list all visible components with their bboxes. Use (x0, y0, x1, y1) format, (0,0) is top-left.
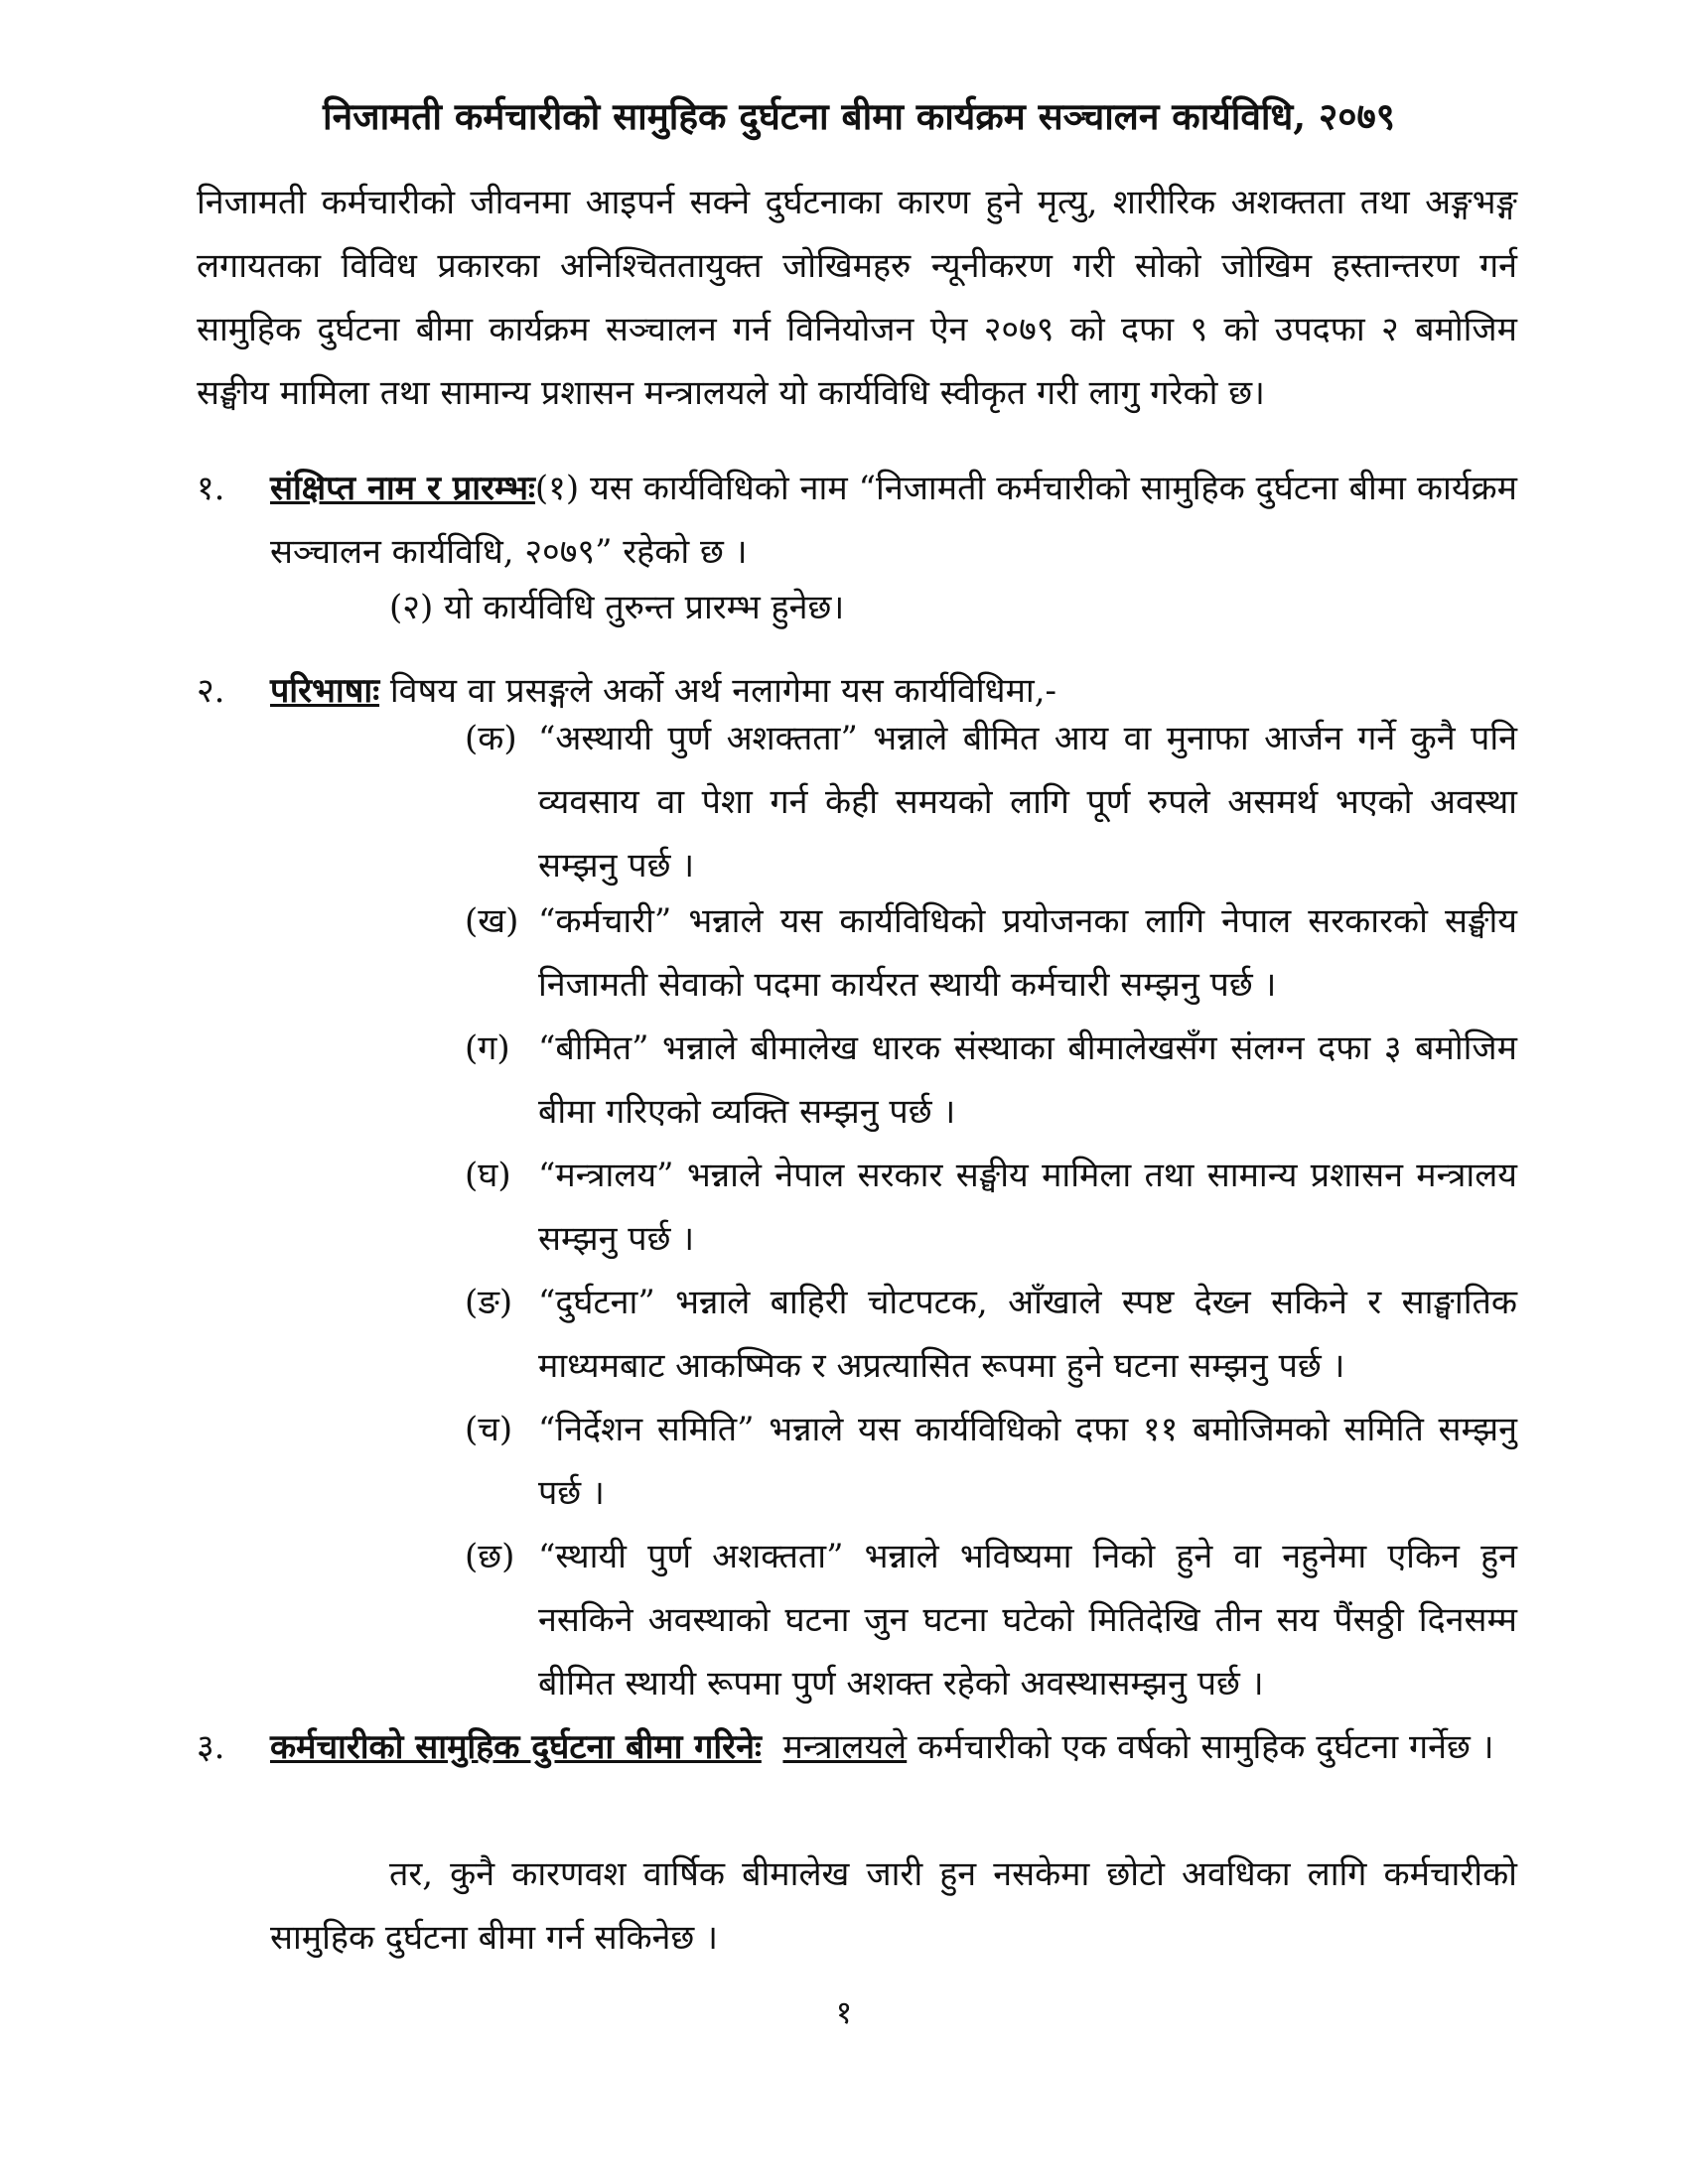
definition-label-gha: (घ) (465, 1156, 511, 1195)
section-1-heading: संक्षिप्त नाम र प्रारम्भः (270, 469, 535, 508)
definition-label-cha: (च) (465, 1410, 513, 1449)
section-3-paragraph (270, 1715, 1517, 1779)
page-number: १ (835, 1993, 853, 2031)
section-3-lead: मन्त्रालयले (782, 1727, 908, 1767)
section-3-proviso: तर, कुनै कारणवश वार्षिक बीमालेख जारी हुन नसकेमा छोटो अवधिका लागि कर्मचारीको सामुहिक दुर्घटना बीमा गर्न सकिनेछ । (270, 1854, 1517, 1958)
section-1-subclause: (२) यो कार्यविधि तुरुन्त प्रारम्भ हुनेछ। (389, 588, 845, 627)
section-2-heading: परिभाषाः (270, 671, 380, 711)
section-2-text: विषय वा प्रसङ्गले अर्को अर्थ नलागेमा यस कार्यविधिमा,- (379, 671, 1057, 711)
section-1-paragraph (270, 457, 1517, 584)
definition-label-kha: (ख) (465, 901, 519, 941)
definition-text-ka: “अस्थायी पुर्ण अशक्तता” भन्नाले बीमित आय वा मुनाफा आर्जन गर्ने कुनै पनि व्यवसाय वा पेशा गर्न केही समयको लागि पूर्ण रुपले असमर्थ भएको अवस्था सम्झनु पर्छ । (538, 719, 1517, 886)
document-title: निजामती कर्मचारीको सामुहिक दुर्घटना बीमा कार्यक्रम सञ्चालन कार्यविधि, २०७९ (323, 94, 1395, 138)
definition-text-cha: “निर्देशन समिति” भन्नाले यस कार्यविधिको दफा ११ बमोजिमको समिति सम्झनु पर्छ । (538, 1410, 1517, 1513)
definition-text-chha: “स्थायी पुर्ण अशक्तता” भन्नाले भविष्यमा निको हुने वा नहुनेमा एकिन हुन नसकिने अवस्थाको घटना जुन घटना घटेको मितिदेखि तीन सय पैंसठ्ठी दिनसम्म बीमित स्थायी रूपमा पुर्ण अशक्त रहेको अवस्थासम्झनु पर्छ । (538, 1537, 1517, 1704)
definition-label-ga: (ग) (465, 1028, 510, 1068)
section-3-proviso-paragraph (270, 1843, 1517, 1970)
intro-paragraph: निजामती कर्मचारीको जीवनमा आइपर्न सक्ने दुर्घटनाका कारण हुने मृत्यु, शारीरिक अशक्तता तथा अङ्गभङ्ग लगायतका विविध प्रकारका अनिश्चिततायुक्त जोखिमहरु न्यूनीकरण गरी सोको जोखिम हस्तान्तरण गर्न सामुहिक दुर्घटना बीमा कार्यक्रम सञ्चालन गर्न विनियोजन ऐन २०७९ को दफा ९ को उपदफा २ बमोजिम सङ्घीय मामिला तथा सामान्य प्रशासन मन्त्रालयले यो कार्यविधि स्वीकृत गरी लागु गरेको छ। (197, 183, 1517, 413)
definition-text-nga: “दुर्घटना” भन्नाले बाहिरी चोटपटक, आँखाले स्पष्ट देख्न सकिने र साङ्घातिक माध्यमबाट आकष्मिक र अप्रत्यासित रूपमा हुने घटना सम्झनु पर्छ । (538, 1283, 1517, 1386)
definition-label-ka: (क) (465, 719, 517, 758)
section-3-number: ३. (197, 1727, 225, 1767)
definition-text-gha: “मन्त्रालय” भन्नाले नेपाल सरकार सङ्घीय मामिला तथा सामान्य प्रशासन मन्त्रालय सम्झनु पर्छ । (538, 1156, 1517, 1259)
definition-label-nga: (ङ) (465, 1283, 513, 1322)
section-1-number: १. (197, 469, 225, 508)
section-1-text: (१) यस कार्यविधिको नाम “निजामती कर्मचारीको सामुहिक दुर्घटना बीमा कार्यक्रम सञ्चालन कार्यविधि, २०७९” रहेको छ । (270, 469, 1517, 572)
section-3-heading: कर्मचारीको सामुहिक दुर्घटना बीमा गरिनेः (270, 1727, 762, 1767)
definition-text-ga: “बीमित” भन्नाले बीमालेख धारक संस्थाका बीमालेखसँग संलग्न दफा ३ बमोजिम बीमा गरिएको व्यक्ति सम्झनु पर्छ । (538, 1028, 1517, 1132)
definition-text-kha: “कर्मचारी” भन्नाले यस कार्यविधिको प्रयोजनका लागि नेपाल सरकारको सङ्घीय निजामती सेवाको पदमा कार्यरत स्थायी कर्मचारी सम्झनु पर्छ । (538, 901, 1517, 1005)
section-2-number: २. (197, 671, 225, 711)
section-3-text: कर्मचारीको एक वर्षको सामुहिक दुर्घटना गर्नेछ । (907, 1727, 1494, 1767)
definition-label-chha: (छ) (465, 1537, 515, 1576)
